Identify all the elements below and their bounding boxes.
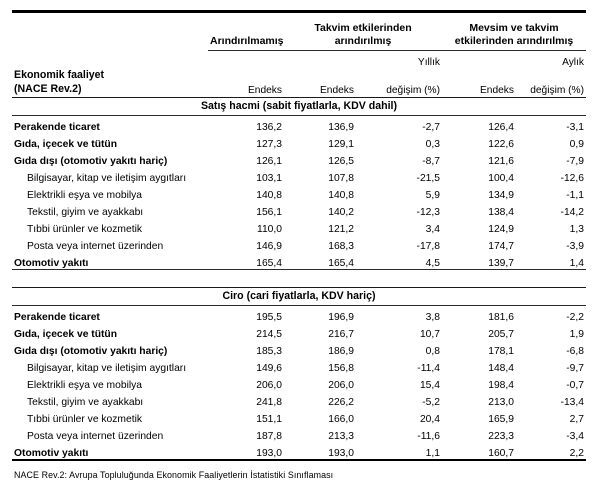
footnote: NACE Rev.2: Avrupa Topluluğunda Ekonomik Faaliyetlerin İstatistiki Sınıflaması — [14, 470, 334, 480]
column-group-label-1: Takvim etkilerinden arındırılmış — [284, 22, 442, 51]
stub-header-line2: (NACE Rev.2) — [14, 83, 82, 95]
row-value-1: 186,9 — [328, 346, 354, 358]
statistics-table — [12, 10, 586, 467]
row-value-4: 1,4 — [569, 257, 584, 269]
row-value-0: 165,4 — [256, 257, 282, 269]
row-value-2: -12,3 — [416, 206, 440, 218]
row-value-1: 226,2 — [328, 397, 354, 409]
row-value-3: 148,4 — [488, 363, 514, 375]
subheader-top-row — [12, 51, 586, 70]
row-value-2: 15,4 — [419, 380, 440, 392]
row-value-4: -13,4 — [560, 397, 584, 409]
row-value-2: 4,5 — [425, 257, 440, 269]
row-value-4: 1,9 — [569, 329, 584, 341]
row-value-3: 124,9 — [488, 223, 514, 235]
table-row — [12, 115, 586, 133]
table-row — [12, 357, 586, 374]
subheader-top-2: Yıllık — [417, 57, 440, 69]
row-value-4: -3,9 — [566, 240, 584, 252]
row-value-4: -0,7 — [566, 380, 584, 392]
row-value-2: -5,2 — [422, 397, 440, 409]
row-value-1: 168,3 — [328, 240, 354, 252]
subheader-bottom-0: Endeks — [248, 84, 282, 96]
top-rule-cell — [12, 12, 586, 23]
row-value-4: -1,1 — [566, 189, 584, 201]
row-label: Bilgisayar, kitap ve iletişim aygıtları — [27, 172, 187, 184]
row-value-3: 181,6 — [442, 306, 516, 324]
row-value-4: -12,6 — [560, 172, 584, 184]
table-row — [12, 391, 586, 408]
stub-header-line1: Ekonomik faaliyet — [14, 69, 105, 82]
table-row — [12, 442, 586, 460]
table-row — [12, 201, 586, 218]
row-value-4: -2,2 — [516, 306, 586, 324]
row-value-3: 121,6 — [488, 155, 514, 167]
row-label: Posta veya internet üzerinden — [27, 240, 164, 252]
row-value-0: 185,3 — [256, 346, 282, 358]
row-value-0: 241,8 — [256, 397, 282, 409]
row-value-3: 100,4 — [488, 172, 514, 184]
row-value-1: 196,9 — [284, 306, 356, 324]
table-row — [12, 218, 586, 235]
table-row — [12, 133, 586, 150]
row-label: Bilgisayar, kitap ve iletişim aygıtları — [27, 363, 187, 375]
row-value-3: 122,6 — [488, 138, 514, 150]
subheader-top-3 — [442, 51, 516, 70]
row-value-3: 223,3 — [488, 431, 514, 443]
table-row — [12, 252, 586, 270]
section-title-0: Satış hacmi (sabit fiyatlarla, KDV dahil) — [12, 97, 586, 115]
row-label: Tıbbi ürünler ve kozmetik — [27, 223, 143, 235]
row-value-0: 146,9 — [256, 240, 282, 252]
row-label: Elektrikli eşya ve mobilya — [27, 380, 143, 392]
subheader-bottom-4: değişim (%) — [530, 84, 584, 96]
row-value-3: 198,4 — [488, 380, 514, 392]
stub-header — [12, 69, 208, 97]
row-value-2: 3,4 — [425, 223, 440, 235]
row-value-2: -2,7 — [356, 115, 442, 133]
section-close-rule-cell — [12, 460, 586, 467]
row-value-2: -17,8 — [416, 240, 440, 252]
row-value-0: 195,5 — [208, 306, 284, 324]
row-value-3: 139,7 — [488, 257, 514, 269]
row-value-1: 213,3 — [328, 431, 354, 443]
row-value-0: 136,2 — [208, 115, 284, 133]
row-value-4: 0,9 — [569, 138, 584, 150]
row-label: Gıda, içecek ve tütün — [14, 138, 118, 150]
row-label: Perakende ticaret — [12, 115, 208, 133]
table-row — [12, 340, 586, 357]
section-gap — [12, 276, 586, 288]
row-label: Tıbbi ürünler ve kozmetik — [27, 414, 143, 426]
stub-header-spacer — [12, 51, 208, 70]
row-value-4: 2,2 — [569, 448, 584, 460]
row-value-0: 149,6 — [256, 363, 282, 375]
row-label: Gıda dışı (otomotiv yakıtı hariç) — [14, 346, 168, 358]
row-value-3: 126,4 — [442, 115, 516, 133]
subheader-bottom-1: Endeks — [320, 84, 354, 96]
row-value-2: -11,4 — [417, 363, 440, 375]
table-row — [12, 374, 586, 391]
row-value-1: 121,2 — [328, 223, 354, 235]
row-value-2: 20,4 — [419, 414, 440, 426]
table-row — [12, 323, 586, 340]
section-gap-cell — [12, 276, 586, 288]
row-value-0: 214,5 — [256, 329, 282, 341]
row-value-0: 110,0 — [256, 223, 282, 235]
column-group-label-2: Mevsim ve takvim etkilerinden arındırılmış — [442, 22, 586, 51]
row-value-1: 193,0 — [328, 448, 354, 460]
row-value-1: 140,8 — [328, 189, 354, 201]
row-label: Tekstil, giyim ve ayakkabı — [27, 206, 144, 218]
row-value-1: 166,0 — [328, 414, 354, 426]
row-value-4: -3,1 — [516, 115, 586, 133]
row-label: Gıda dışı (otomotiv yakıtı hariç) — [14, 155, 168, 167]
row-value-4: -7,9 — [566, 155, 584, 167]
subheader-bottom-row — [12, 69, 586, 97]
row-value-3: 160,7 — [488, 448, 514, 460]
row-label: Tekstil, giyim ve ayakkabı — [27, 397, 144, 409]
stub-header-placeholder — [12, 22, 208, 51]
row-value-1: 136,9 — [284, 115, 356, 133]
row-value-4: -14,2 — [560, 206, 584, 218]
section-close-rule-1 — [12, 460, 586, 467]
table-row — [12, 167, 586, 184]
row-label: Posta veya internet üzerinden — [27, 431, 164, 443]
subheader-top-4: Aylık — [562, 57, 584, 69]
row-value-1: 129,1 — [328, 138, 354, 150]
row-value-0: 187,8 — [256, 431, 282, 443]
subheader-bottom-3: Endeks — [480, 84, 514, 96]
row-value-0: 140,8 — [256, 189, 282, 201]
table-row — [12, 425, 586, 442]
row-value-2: -11,6 — [417, 431, 440, 443]
row-value-2: 10,7 — [419, 329, 440, 341]
table-row — [12, 184, 586, 201]
row-value-2: 0,3 — [425, 138, 440, 150]
row-value-1: 165,4 — [328, 257, 354, 269]
row-value-0: 193,0 — [256, 448, 282, 460]
row-value-0: 126,1 — [256, 155, 282, 167]
row-value-2: -8,7 — [422, 155, 440, 167]
table-row — [12, 306, 586, 324]
row-value-0: 103,1 — [256, 172, 282, 184]
row-value-1: 206,0 — [328, 380, 354, 392]
row-value-0: 156,1 — [256, 206, 282, 218]
row-value-3: 213,0 — [488, 397, 514, 409]
section-title-1: Ciro (cari fiyatlarla, KDV hariç) — [12, 287, 586, 305]
row-label: Elektrikli eşya ve mobilya — [27, 189, 143, 201]
row-value-1: 156,8 — [328, 363, 354, 375]
subheader-top-0 — [208, 51, 284, 70]
column-group-label-0: Arındırılmamış — [208, 22, 284, 51]
row-value-2: 5,9 — [425, 189, 440, 201]
section-banner-0 — [12, 97, 586, 115]
row-value-0: 151,1 — [256, 414, 282, 426]
row-value-3: 138,4 — [488, 206, 514, 218]
row-value-1: 140,2 — [328, 206, 354, 218]
row-value-3: 174,7 — [488, 240, 514, 252]
row-value-4: -9,7 — [566, 363, 584, 375]
row-value-3: 178,1 — [488, 346, 514, 358]
row-value-2: 3,8 — [356, 306, 442, 324]
row-value-3: 165,9 — [488, 414, 514, 426]
row-value-4: 1,3 — [569, 223, 584, 235]
row-value-0: 127,3 — [256, 138, 282, 150]
column-group-header-row — [12, 22, 586, 51]
row-value-4: 2,7 — [569, 414, 584, 426]
row-value-2: 1,1 — [425, 448, 440, 460]
table-row — [12, 150, 586, 167]
row-value-3: 205,7 — [488, 329, 514, 341]
row-label: Otomotiv yakıtı — [14, 257, 89, 269]
row-value-2: 0,8 — [425, 346, 440, 358]
row-label: Gıda, içecek ve tütün — [14, 329, 118, 341]
table-top-rule — [12, 12, 586, 23]
row-value-1: 216,7 — [328, 329, 354, 341]
row-value-1: 126,5 — [328, 155, 354, 167]
row-label: Perakende ticaret — [12, 306, 208, 324]
table-row — [12, 235, 586, 252]
row-value-4: -3,4 — [566, 431, 584, 443]
subheader-top-1 — [284, 51, 356, 70]
row-value-0: 206,0 — [256, 380, 282, 392]
row-value-2: -21,5 — [416, 172, 440, 184]
section-banner-1 — [12, 287, 586, 305]
row-label: Otomotiv yakıtı — [14, 448, 89, 460]
row-value-3: 134,9 — [488, 189, 514, 201]
subheader-bottom-2: değişim (%) — [386, 84, 440, 96]
row-value-1: 107,8 — [328, 172, 354, 184]
row-value-4: -6,8 — [566, 346, 584, 358]
table-row — [12, 408, 586, 425]
